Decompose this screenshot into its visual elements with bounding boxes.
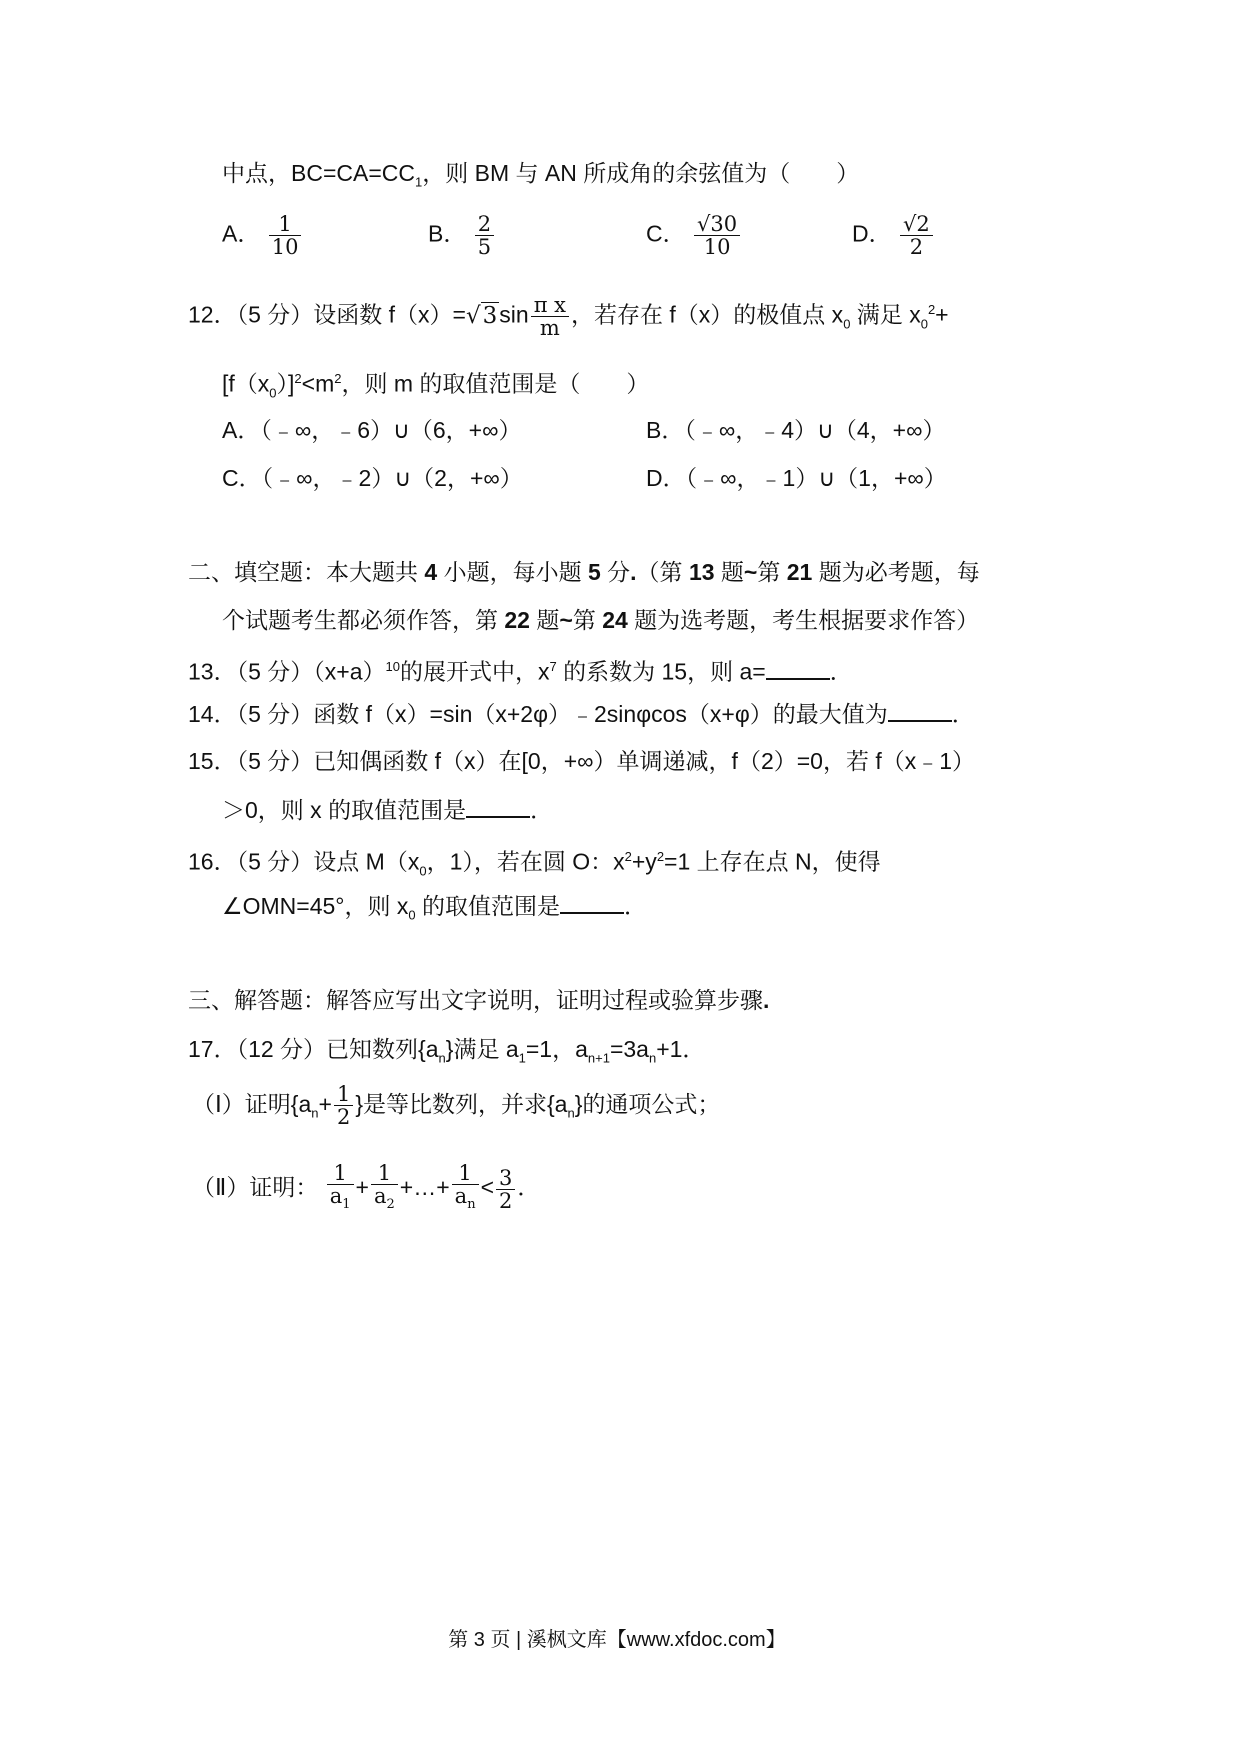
text: +y [631, 848, 657, 875]
answer-blank [560, 892, 624, 914]
option-label: A． [222, 220, 261, 247]
option-label: B． [646, 417, 685, 443]
numerator: 2 [477, 212, 492, 236]
bold-number: 24 [602, 607, 628, 633]
fraction [475, 213, 494, 258]
answer-blank [466, 796, 530, 818]
text: }是等比数列，并求{a [355, 1091, 568, 1117]
q11-text: 中点，BC=CA=CC [222, 160, 415, 186]
text: }满足 a [445, 1036, 519, 1062]
subscript: 0 [408, 907, 416, 923]
q17 [188, 1034, 705, 1074]
den-text: a [373, 1184, 387, 1208]
denominator: 5 [477, 235, 492, 259]
q12-text-tail2: 满足 x [850, 301, 921, 328]
text: + [318, 1091, 332, 1117]
fraction [694, 213, 740, 258]
q12-text-tail3: + [935, 301, 949, 328]
bold-dot: . [763, 987, 770, 1013]
q11-stem [222, 158, 859, 198]
text: 三、解答题：解答应写出文字说明，证明过程或验算步骤 [188, 987, 763, 1013]
subscript: n [648, 1050, 657, 1066]
denominator: 10 [271, 235, 299, 259]
option-label: C． [222, 465, 262, 491]
text: 13．（5 分）（x+a） [188, 658, 386, 685]
subscript: n+1 [587, 1050, 610, 1066]
bold-number: 21 [786, 559, 813, 585]
text: ． [951, 701, 975, 727]
numerator: √30 [697, 212, 738, 236]
denominator: 2 [499, 1188, 513, 1213]
numerator: 1 [336, 1082, 351, 1107]
text: （Ⅰ）证明{a [192, 1091, 312, 1117]
den-text: a [454, 1184, 468, 1208]
denominator: m [539, 316, 560, 341]
text: 二、填空题：本大题共 [188, 559, 425, 585]
answer-blank [888, 700, 952, 722]
option-text: （﹣∞，﹣2）∪（2，+∞） [261, 465, 523, 491]
option-text: （﹣∞，﹣4）∪（4，+∞） [684, 417, 946, 443]
text: 的系数为 15，则 a= [556, 658, 766, 685]
q11-option-c [646, 213, 742, 258]
option-label: C． [646, 220, 686, 247]
q11-option-a [222, 213, 303, 258]
fraction [371, 1162, 398, 1216]
denominator [371, 1185, 398, 1216]
text: +1． [656, 1036, 706, 1062]
answer-blank [766, 658, 830, 680]
denominator [327, 1185, 354, 1216]
text: < [480, 1174, 494, 1201]
text: 17．（12 分）已知数列{a [188, 1036, 439, 1062]
superscript: 7 [549, 659, 557, 674]
text: 第 [572, 607, 603, 633]
text: 题 [714, 559, 744, 585]
fraction [452, 1162, 479, 1216]
fraction [531, 294, 569, 339]
superscript: 2 [294, 371, 302, 386]
text: 第 [757, 559, 787, 585]
fraction [327, 1162, 354, 1216]
fraction [900, 213, 933, 258]
subscript: 0 [269, 385, 277, 401]
subscript: n [567, 1105, 575, 1121]
option-label: D． [646, 465, 686, 491]
text: ． [624, 893, 648, 919]
section3-heading [188, 985, 769, 1015]
superscript: 2 [334, 371, 342, 386]
option-text: （﹣∞，﹣6）∪（6，+∞） [260, 417, 522, 443]
superscript: 10 [385, 659, 400, 674]
q16 [188, 842, 881, 886]
text: 题为必考题，每 [812, 559, 980, 585]
q11-text-tail: ，则 BM 与 AN 所成角的余弦值为（ ） [422, 160, 860, 186]
section2-heading [188, 557, 980, 587]
subscript: 0 [920, 316, 928, 332]
q12-text-tail: ，若存在 f（x）的极值点 x [571, 301, 844, 328]
text: （Ⅱ）证明： [192, 1174, 319, 1201]
option-label: A． [222, 417, 261, 443]
q17-part2 [192, 1162, 540, 1216]
text: 题 [529, 607, 560, 633]
numerator: 1 [333, 1161, 347, 1185]
q12-line2b: ）] [276, 370, 295, 397]
radicand: 3 [482, 302, 498, 329]
numerator: π x [533, 293, 567, 318]
superscript: 2 [656, 849, 665, 864]
subscript: n [467, 1197, 476, 1213]
bold-number: 4 [424, 559, 438, 585]
bold-tilde: ~ [743, 559, 758, 585]
q12-line2d: ，则 m 的取值范围是（ ） [341, 370, 650, 397]
text: 题为选考题，考生根据要求作答） [627, 607, 980, 633]
numerator: 3 [499, 1165, 513, 1190]
q12-option-d [646, 463, 947, 493]
q12-line2a: [f（x [222, 370, 270, 397]
subscript: 1 [518, 1050, 526, 1066]
text: +…+ [399, 1174, 450, 1201]
superscript: 2 [927, 302, 936, 317]
page-footer: 第 3 页 | 溪枫文库【www.xfdoc.com】 [448, 1629, 786, 1651]
option-label: D． [852, 220, 892, 247]
text: （第 [636, 559, 689, 585]
text: =1 上存在点 N，使得 [664, 848, 881, 875]
subscript: n [438, 1050, 446, 1066]
text: 分 [600, 559, 631, 585]
superscript: 2 [624, 849, 632, 864]
bold-dot: . [630, 559, 637, 585]
q12-sin: sin [499, 301, 529, 328]
q16-line2 [222, 891, 647, 931]
fraction [496, 1167, 515, 1212]
text: + [355, 1174, 369, 1201]
text: 个试题考生都必须作答，第 [222, 607, 505, 633]
bold-number: 5 [587, 559, 601, 585]
subscript: 1 [342, 1197, 351, 1213]
text: ． [829, 658, 853, 685]
text: 的取值范围是 [415, 893, 561, 919]
text: =3a [609, 1036, 649, 1062]
denominator [452, 1185, 479, 1216]
denominator: 2 [336, 1105, 351, 1130]
q11-option-b [428, 213, 496, 258]
option-text: （﹣∞，﹣1）∪（1，+∞） [685, 465, 947, 491]
fraction [269, 213, 302, 258]
text: ． [517, 1174, 541, 1201]
text: 小题，每小题 [437, 559, 588, 585]
q11-sub: 1 [414, 174, 423, 190]
fraction [334, 1083, 353, 1128]
subscript: 0 [843, 316, 851, 332]
denominator: 10 [703, 235, 731, 259]
text: 15．（5 分）已知偶函数 f（x）在[0，+∞）单调递减，f（2）=0，若 f（x﹣1） [188, 748, 976, 774]
bold-number: 13 [688, 559, 715, 585]
text: ． [530, 797, 554, 823]
q17-part1 [192, 1082, 720, 1136]
text: ，1），若在圆 O：x [426, 848, 625, 875]
q12-text: 12．（5 分）设函数 f（x）= [188, 301, 466, 328]
q14 [188, 699, 975, 729]
bold-number: 22 [504, 607, 530, 633]
q13 [188, 652, 853, 687]
sqrt-symbol: √3 [465, 302, 498, 329]
bold-tilde: ~ [559, 607, 573, 633]
den-text: a [329, 1184, 343, 1208]
numerator: √2 [903, 212, 930, 236]
text: 14．（5 分）函数 f（x）=sin（x+2φ）﹣2sinφcos（x+φ）的最大值为 [188, 701, 888, 727]
subscript: 0 [419, 863, 427, 879]
section2-heading-line2 [222, 605, 979, 635]
text: =1，a [525, 1036, 588, 1062]
numerator: 1 [377, 1161, 392, 1185]
q12-stem-line2 [222, 364, 649, 408]
q15 [188, 746, 975, 776]
option-label: B． [428, 220, 467, 247]
text: 的展开式中，x [399, 658, 550, 685]
q12-option-a [222, 415, 522, 445]
text: ∠OMN=45°，则 x [222, 893, 409, 919]
q12-option-b [646, 415, 946, 445]
text: ＞0，则 x 的取值范围是 [222, 797, 467, 823]
q12-stem [188, 290, 949, 344]
q12-line2c: <m [301, 370, 335, 397]
subscript: 2 [386, 1197, 395, 1213]
subscript: n [311, 1105, 319, 1121]
q11-option-d [852, 213, 935, 258]
denominator: 2 [909, 235, 924, 259]
q15-line2 [222, 795, 553, 825]
numerator: 1 [278, 212, 292, 236]
text: 16．（5 分）设点 M（x [188, 848, 420, 875]
text: }的通项公式； [574, 1091, 721, 1117]
q12-option-c [222, 463, 523, 493]
numerator: 1 [458, 1161, 472, 1185]
